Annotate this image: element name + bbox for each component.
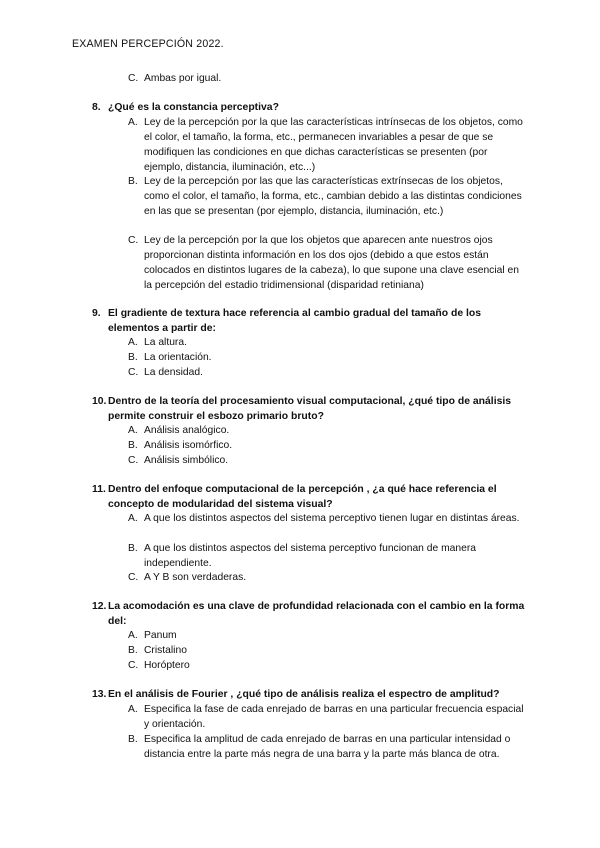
option-letter: A. — [128, 704, 138, 715]
q8-option-b — [128, 174, 528, 219]
option-letter: B. — [128, 352, 138, 363]
option-text: La orientación. — [144, 352, 212, 363]
page-header: EXAMEN PERCEPCIÓN 2022. — [72, 38, 224, 50]
question-12 — [92, 599, 532, 629]
option-text: Panum — [144, 630, 177, 641]
question-text: La acomodación es una clave de profundidad relacionada con el cambio en la forma del: — [108, 601, 525, 627]
option-text: Ley de la percepción por la que las características intrínsecas de los objetos, como el color, el tamaño, la forma, etc., permanecen invariables a pesar de que se modifiquen las condiciones en que dichas características se presenten (por ejemplo, distancia, iluminación, etc...) — [144, 117, 523, 173]
q9-option-b — [128, 350, 528, 365]
question-number: 9. — [92, 308, 101, 319]
option-text: Especifica la amplitud de cada enrejado de barras en una particular intensidad o distancia entre la parte más negra de una barra y la parte más blanca de otra. — [144, 734, 511, 760]
option-text: Especifica la fase de cada enrejado de barras en una particular frecuencia espacial y orientación. — [144, 704, 524, 730]
option-text: Horóptero — [144, 660, 190, 671]
option-letter: A. — [128, 117, 138, 128]
option-text: A que los distintos aspectos del sistema perceptivo funcionan de manera independiente. — [144, 543, 476, 569]
question-text: El gradiente de textura hace referencia al cambio gradual del tamaño de los elementos a partir de: — [108, 308, 482, 334]
question-11 — [92, 482, 532, 512]
question-13 — [92, 687, 542, 702]
q10-option-a — [128, 423, 528, 438]
q10-option-c — [128, 453, 528, 468]
question-number: 10. — [92, 396, 107, 407]
question-text: Dentro del enfoque computacional de la percepción , ¿a qué hace referencia el concepto de modularidad del sistema visual? — [108, 484, 497, 510]
option-letter: B. — [128, 543, 138, 554]
option-text: La densidad. — [144, 367, 203, 378]
option-letter: C. — [128, 367, 139, 378]
question-number: 13. — [92, 689, 107, 700]
option-letter: C. — [128, 660, 139, 671]
option-letter: B. — [128, 176, 138, 187]
option-text: La altura. — [144, 337, 187, 348]
option-text: Análisis simbólico. — [144, 455, 229, 466]
option-letter: A. — [128, 630, 138, 641]
q13-option-b — [128, 732, 528, 762]
question-text: En el análisis de Fourier , ¿qué tipo de análisis realiza el espectro de amplitud? — [108, 689, 500, 700]
option-letter: C. — [128, 455, 139, 466]
q11-option-c — [128, 570, 528, 585]
option-letter: A. — [128, 513, 138, 524]
option-text: Ley de la percepción por la que los objetos que aparecen ante nuestros ojos proporcionan distinta información en los dos ojos (debido a que estos están colocados en distintos lugares de la cabeza), lo que supone una clave esencial en la percepción del estadio tridimensional (disparidad retiniana) — [144, 235, 519, 291]
question-10 — [92, 394, 532, 424]
q12-option-a — [128, 628, 528, 643]
option-text: A que los distintos aspectos del sistema perceptivo tienen lugar en distintas áreas. — [144, 513, 520, 524]
option-letter: C. — [128, 73, 139, 84]
option-letter: B. — [128, 645, 138, 656]
q12-option-b — [128, 643, 528, 658]
option-letter: C. — [128, 235, 139, 246]
q10-option-b — [128, 438, 528, 453]
question-8 — [92, 100, 532, 115]
option-text: Análisis isomórfico. — [144, 440, 233, 451]
q9-option-c — [128, 365, 528, 380]
option-letter: A. — [128, 425, 138, 436]
q7-option-c — [128, 71, 528, 86]
q11-option-b — [128, 541, 528, 571]
option-text: Cristalino — [144, 645, 187, 656]
option-letter: C. — [128, 572, 139, 583]
question-text: ¿Qué es la constancia perceptiva? — [108, 102, 279, 113]
q8-option-c — [128, 233, 528, 293]
q8-option-a — [128, 115, 528, 175]
option-text: Ley de la percepción por las que las características extrínsecas de los objetos, como el color, el tamaño, la forma, etc., cambian debido a las distintas condiciones en las que se presentan (por ejemplo, distancia, iluminación, etc.) — [144, 176, 522, 217]
option-letter: A. — [128, 337, 138, 348]
question-9 — [92, 306, 532, 336]
q12-option-c — [128, 658, 528, 673]
option-text: Análisis analógico. — [144, 425, 230, 436]
option-text: Ambas por igual. — [144, 73, 222, 84]
question-number: 12. — [92, 601, 107, 612]
q13-option-a — [128, 702, 528, 732]
question-text: Dentro de la teoría del procesamiento visual computacional, ¿qué tipo de análisis permite construir el esbozo primario bruto? — [108, 396, 512, 422]
option-text: A Y B son verdaderas. — [144, 572, 247, 583]
q11-option-a — [128, 511, 528, 526]
option-letter: B. — [128, 440, 138, 451]
q9-option-a — [128, 335, 528, 350]
question-number: 11. — [92, 484, 106, 495]
option-letter: B. — [128, 734, 138, 745]
question-number: 8. — [92, 102, 101, 113]
